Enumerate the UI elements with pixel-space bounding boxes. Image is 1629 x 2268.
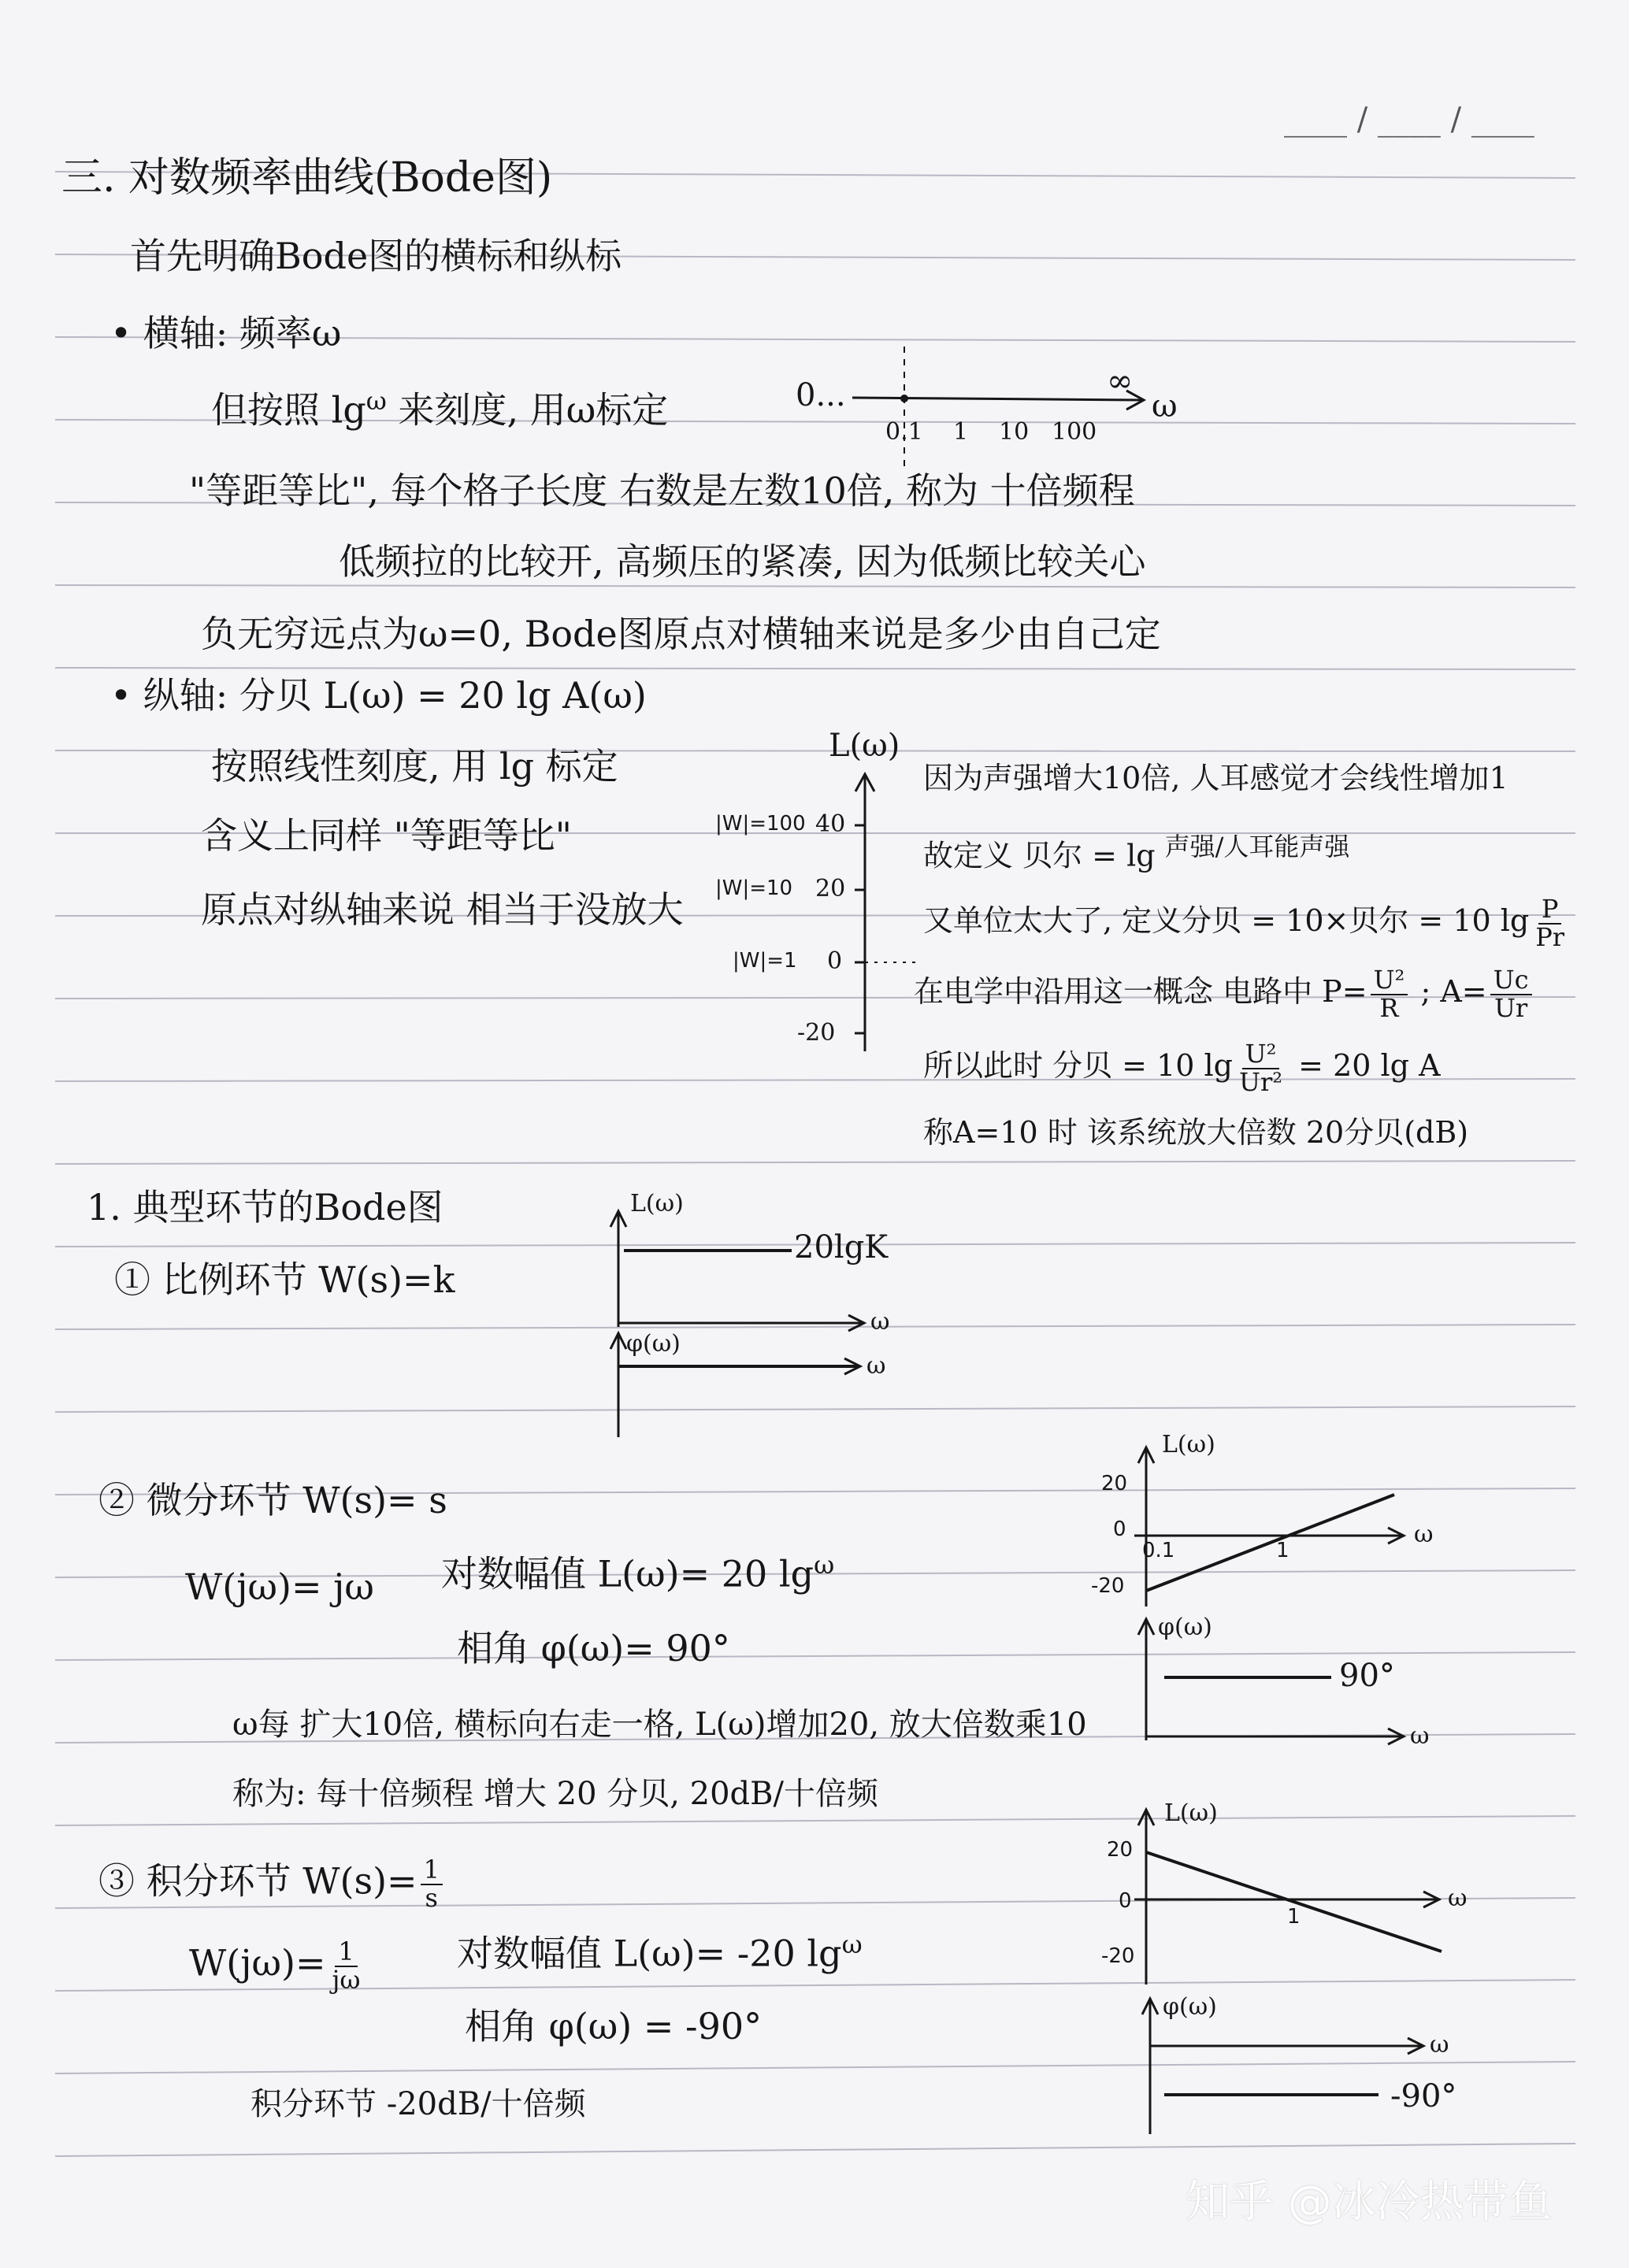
line1-text-a: 但按照 lg	[211, 388, 366, 432]
decibel-note-6: 称A=10 时 该系统放大倍数 20分贝(dB)	[923, 1115, 1469, 1150]
horizontal-axis-heading: • 横轴: 频率ω	[110, 312, 342, 354]
integral-magnitude-superscript: ω	[841, 1929, 863, 1959]
derivative-w-label: ω	[1414, 1521, 1434, 1548]
note2-text-a: 故定义 贝尔 = lg	[923, 838, 1165, 873]
note5-numerator: U²	[1242, 1041, 1280, 1069]
derivative-w-label-2: ω	[1410, 1722, 1430, 1750]
horizontal-axis-line4: 负无穷远点为ω=0, Bode图原点对横轴来说是多少由自己定	[201, 613, 1161, 655]
integral-tick-minus20: -20	[1101, 1944, 1135, 1968]
section-title: 三. 对数频率曲线(Bode图)	[61, 154, 553, 202]
proportional-w-label-2: ω	[866, 1352, 886, 1380]
date-slots: ____ / ____ / ____	[1284, 102, 1534, 138]
note3-numerator: P	[1538, 896, 1562, 925]
proportional-w-label: ω	[870, 1308, 890, 1336]
integral-summary: 积分环节 -20dB/十倍频	[250, 2086, 586, 2122]
integral-w-label: ω	[1448, 1884, 1468, 1912]
decibel-tick-label-20: 20	[815, 875, 846, 902]
frequency-axis-left-label: 0...	[796, 377, 846, 413]
note3-text-a: 又单位太大了, 定义分贝 = 10×贝尔 = 10 lg	[923, 903, 1530, 939]
vertical-axis-line2: 含义上同样 "等距等比"	[201, 814, 572, 857]
vertical-axis-heading: • 纵轴: 分贝 L(ω) = 20 lg A(ω)	[110, 674, 647, 717]
proportional-L-label: L(ω)	[630, 1190, 684, 1217]
frequency-tick-1: 1	[953, 418, 969, 446]
derivative-heading: ② 微分环节 W(s)= s	[98, 1479, 447, 1521]
note4-denominator-2: Ur	[1494, 992, 1528, 1023]
proportional-heading: ① 比例环节 W(s)=k	[114, 1258, 455, 1301]
integral-phase: 相角 φ(ω) = -90°	[465, 2005, 763, 2048]
integral-tick-0: 0	[1119, 1889, 1132, 1913]
integral-phase-value: -90°	[1390, 2078, 1457, 2114]
decibel-tick-label-0: 0	[827, 947, 843, 975]
derivative-phi-label: φ(ω)	[1158, 1614, 1212, 1641]
watermark: 知乎 @冰冷热带鱼	[1186, 2177, 1553, 2228]
note5-text-b: = 20 lg A	[1289, 1048, 1441, 1084]
note5-text-a: 所以此时 分贝 = 10 lg	[923, 1048, 1233, 1084]
vertical-axis-line3: 原点对纵轴来说 相当于没放大	[201, 888, 684, 931]
derivative-tick-x01: 0.1	[1142, 1539, 1175, 1562]
integral-L-label: L(ω)	[1164, 1799, 1218, 1827]
derivative-note-1: ω每 扩大10倍, 横标向右走一格, L(ω)增加20, 放大倍数乘10	[232, 1707, 1087, 1743]
derivative-L-label: L(ω)	[1162, 1431, 1215, 1458]
decibel-tick-label-minus20: -20	[797, 1019, 836, 1047]
note3-denominator: Pr	[1535, 921, 1565, 952]
derivative-note-2: 称为: 每十倍频程 增大 20 分贝, 20dB/十倍频	[232, 1776, 879, 1812]
decibel-side-label-10: |W|=10	[715, 876, 793, 900]
frequency-tick-2: 10	[999, 418, 1030, 446]
decibel-tick-label-40: 40	[815, 810, 846, 838]
frequency-axis-infinity: ∞	[1107, 363, 1134, 399]
note4-text-a: 在电学中沿用这一概念 电路中 P=	[914, 974, 1367, 1010]
integral-heading-denominator: s	[425, 1882, 438, 1913]
integral-magnitude-line	[1146, 1852, 1442, 1951]
frequency-axis-omega: ω	[1152, 388, 1178, 424]
horizontal-axis-line3: 低频拉的比较开, 高频压的紧凑, 因为低频比较关心	[339, 540, 1146, 583]
integral-w-label-2: ω	[1430, 2031, 1449, 2059]
line1-text-b: 来刻度, 用ω标定	[386, 388, 669, 432]
note4-denominator-1: R	[1379, 992, 1399, 1023]
note2-superscript: 声强/人耳能声强	[1164, 832, 1350, 862]
integral-jw-text: W(jω)=	[189, 1941, 326, 1984]
integral-magnitude-text: 对数幅值 L(ω)= -20 lg	[457, 1932, 842, 1975]
vertical-axis-line1: 按照线性刻度, 用 lg 标定	[211, 745, 618, 788]
section-intro: 首先明确Bode图的横标和纵标	[130, 235, 622, 277]
note4-numerator-1: U²	[1371, 967, 1408, 995]
note4-text-b: ; A=	[1411, 974, 1487, 1010]
proportional-line-label: 20lgK	[794, 1229, 889, 1266]
decibel-note-1: 因为声强增大10倍, 人耳感觉才会线性增加1	[923, 761, 1508, 795]
derivative-tick-x1: 1	[1276, 1539, 1289, 1562]
frequency-tick-3: 100	[1052, 418, 1097, 446]
proportional-phi-label: φ(ω)	[626, 1330, 681, 1358]
integral-heading-numerator: 1	[421, 1857, 443, 1885]
integral-phi-label: φ(ω)	[1163, 1993, 1217, 2021]
integral-heading-text: ③ 积分环节 W(s)=	[98, 1859, 417, 1903]
horizontal-axis-line2: "等距等比", 每个格子长度 右数是左数10倍, 称为 十倍频程	[189, 469, 1135, 512]
decibel-side-label-1: |W|=1	[733, 949, 797, 973]
note5-denominator: Ur²	[1239, 1066, 1283, 1097]
note4-numerator-2: Uc	[1490, 967, 1532, 995]
frequency-tick-0: 0.1	[885, 418, 923, 446]
derivative-phase-value: 90°	[1339, 1658, 1395, 1694]
decibel-side-label-100: |W|=100	[715, 812, 806, 836]
typical-title: 1. 典型环节的Bode图	[87, 1186, 443, 1228]
derivative-tick-minus20: -20	[1091, 1574, 1125, 1598]
decibel-axis-label: L(ω)	[829, 728, 900, 764]
derivative-magnitude-text: 对数幅值 L(ω)= 20 lg	[441, 1552, 814, 1595]
integral-tick-20: 20	[1107, 1838, 1134, 1862]
line1-superscript: ω	[366, 386, 387, 416]
derivative-jw: W(jω)= jω	[185, 1566, 374, 1608]
integral-jw-numerator: 1	[335, 1939, 357, 1967]
derivative-phase: 相角 φ(ω)= 90°	[457, 1627, 730, 1670]
derivative-tick-20: 20	[1101, 1472, 1128, 1495]
integral-jw-denominator: jω	[332, 1964, 361, 1995]
integral-tick-x1: 1	[1287, 1905, 1301, 1929]
derivative-tick-0: 0	[1113, 1518, 1126, 1541]
derivative-magnitude-superscript: ω	[814, 1550, 835, 1580]
